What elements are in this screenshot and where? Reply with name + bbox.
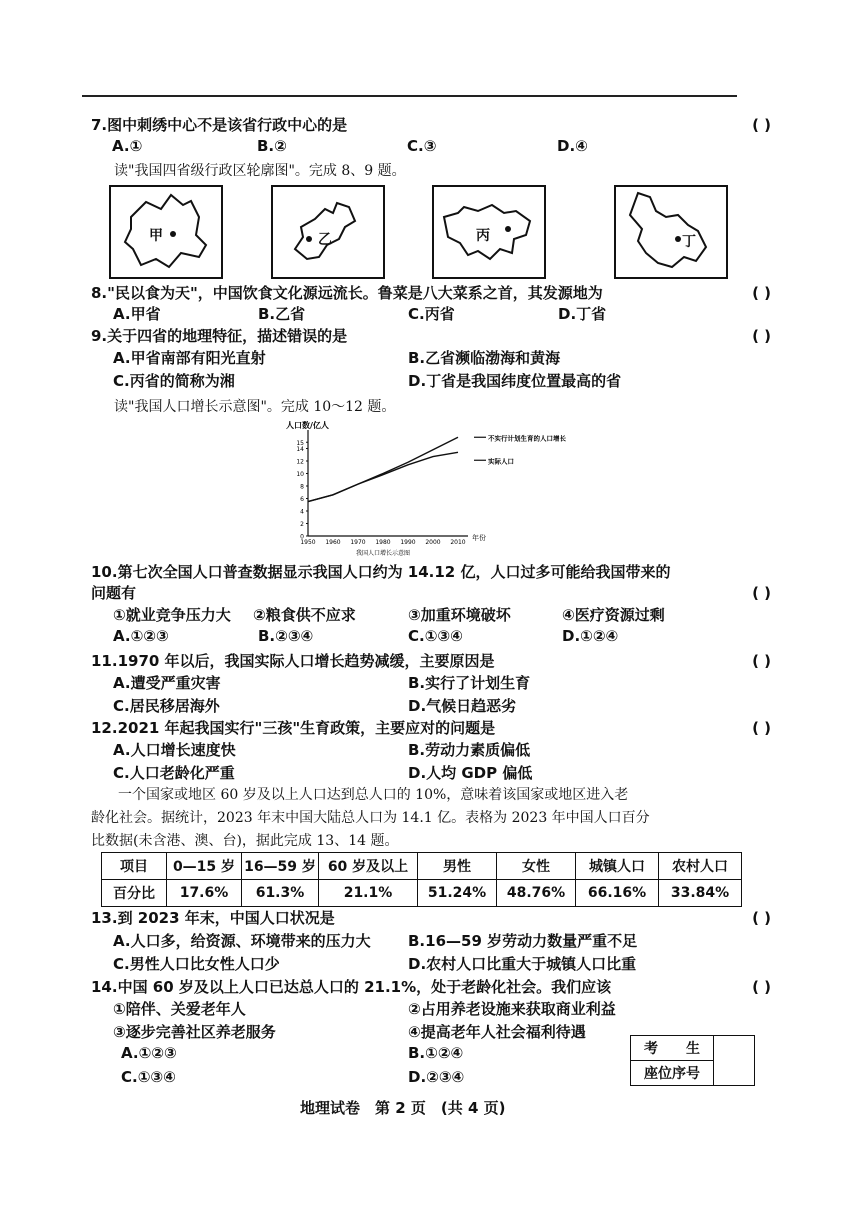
table-header-row xyxy=(102,853,742,880)
y-axis-label: 人口数/亿人 xyxy=(286,421,329,430)
question-7-stem: 7.图中刺绣中心不是该省行政中心的是 xyxy=(91,116,348,134)
option-b: B.实行了计划生育 xyxy=(408,674,531,692)
question-10-stem: 10.第七次全国人口普查数据显示我国人口约为 14.12 亿，人口过多可能给我国带来的 xyxy=(91,563,671,581)
option-c: C.丙省 xyxy=(408,305,455,323)
option-a: A.①②③ xyxy=(113,627,169,645)
answer-paren: ( ) xyxy=(752,978,771,996)
table-cell: 17.6% xyxy=(167,880,242,907)
option-c: C.③ xyxy=(407,137,437,155)
option-c: C.男性人口比女性人口少 xyxy=(113,955,280,973)
table-header: 60 岁及以上 xyxy=(319,853,418,880)
map-bing xyxy=(432,185,546,279)
seat-label: 座位序号 xyxy=(631,1061,714,1086)
statement-1: ①就业竞争压力大 xyxy=(113,606,231,624)
table-row xyxy=(102,880,742,907)
table-header: 16—59 岁 xyxy=(242,853,319,880)
statement-2: ②粮食供不应求 xyxy=(253,606,356,624)
intro-13-14-line3: 比数据(未含港、澳、台)，据此完成 13、14 题。 xyxy=(91,833,399,849)
table-header: 男性 xyxy=(418,853,497,880)
map-label-bing: 丙 xyxy=(476,228,490,244)
table-header: 城镇人口 xyxy=(576,853,659,880)
question-12-options xyxy=(113,739,733,783)
y-tick-label: 6 xyxy=(300,496,304,503)
option-a: A.甲省 xyxy=(113,305,161,323)
question-14-stem: 14.中国 60 岁及以上人口已达总人口的 21.1%，处于老龄化社会。我们应该 xyxy=(91,978,612,996)
table-cell: 百分比 xyxy=(102,880,167,907)
answer-paren: ( ) xyxy=(752,719,771,737)
x-tick-label: 1970 xyxy=(350,539,366,546)
question-13 xyxy=(91,907,771,929)
x-axis-label: 年份 xyxy=(472,534,486,542)
map-yi xyxy=(271,185,385,279)
statement-3: ③逐步完善社区养老服务 xyxy=(113,1023,276,1041)
question-11-options xyxy=(113,672,733,716)
series-label: 不实行计划生育的人口增长 xyxy=(488,434,566,443)
y-tick-label: 8 xyxy=(300,483,304,491)
option-a: A.人口增长速度快 xyxy=(113,741,236,759)
question-12-stem: 12.2021 年起我国实行"三孩"生育政策，主要应对的问题是 xyxy=(91,719,496,737)
option-d: D.②③④ xyxy=(408,1068,465,1086)
option-a: A.① xyxy=(112,137,143,155)
option-d: D.人均 GDP 偏低 xyxy=(408,764,533,782)
option-b: B.② xyxy=(257,137,287,155)
question-9-options xyxy=(113,347,733,391)
x-tick-label: 1960 xyxy=(325,539,341,546)
intro-13-14-line1: 一个国家或地区 60 岁及以上人口达到总人口的 10%，意味着该国家或地区进入老 xyxy=(118,787,629,803)
x-tick-label: 1990 xyxy=(400,539,416,546)
series-line-1 xyxy=(308,437,458,501)
intro-8-9: 读"我国四省级行政区轮廓图"。完成 8、9 题。 xyxy=(114,163,406,179)
answer-paren: ( ) xyxy=(752,327,771,345)
option-d: D.④ xyxy=(557,137,588,155)
question-7-options xyxy=(112,137,712,159)
option-d: D.农村人口比重大于城镇人口比重 xyxy=(408,955,637,973)
statement-1: ①陪伴、关爱老年人 xyxy=(113,1000,246,1018)
question-10-stem2: 问题有 xyxy=(91,584,137,602)
statement-3: ③加重环境破坏 xyxy=(408,606,511,624)
seat-label: 考 生 xyxy=(631,1036,714,1061)
question-10-options xyxy=(113,627,733,649)
question-7 xyxy=(91,114,771,136)
y-tick-label: 0 xyxy=(300,533,304,541)
statement-2: ②占用养老设施来获取商业利益 xyxy=(408,1000,616,1018)
option-a: A.甲省南部有阳光直射 xyxy=(113,349,266,367)
province-outline-icon xyxy=(616,187,726,277)
question-8-options xyxy=(113,303,713,325)
question-9-stem: 9.关于四省的地理特征，描述错误的是 xyxy=(91,327,348,345)
province-outline-icon xyxy=(111,187,221,277)
answer-paren: ( ) xyxy=(752,652,771,670)
y-tick-label: 14 xyxy=(296,446,304,453)
map-label-ding: 丁 xyxy=(682,234,696,250)
y-tick-label: 10 xyxy=(296,471,304,478)
top-rule xyxy=(82,95,737,97)
option-d: D.丁省 xyxy=(558,305,607,323)
answer-paren: ( ) xyxy=(752,584,771,602)
option-c: C.丙省的简称为湘 xyxy=(113,372,235,390)
y-tick-label: 4 xyxy=(300,508,304,516)
answer-paren: ( ) xyxy=(752,116,771,134)
x-tick-label: 2010 xyxy=(450,539,466,546)
table-header: 女性 xyxy=(497,853,576,880)
question-14 xyxy=(91,976,771,998)
x-tick-label: 2000 xyxy=(425,539,441,546)
question-11-stem: 11.1970 年以后，我国实际人口增长趋势减缓，主要原因是 xyxy=(91,652,495,670)
table-header: 0—15 岁 xyxy=(167,853,242,880)
answer-paren: ( ) xyxy=(752,284,771,302)
option-b: B.劳动力素质偏低 xyxy=(408,741,531,759)
map-label-yi: 乙 xyxy=(318,232,332,248)
table-cell: 21.1% xyxy=(319,880,418,907)
question-13-options xyxy=(113,930,733,974)
question-12 xyxy=(91,717,771,739)
population-growth-chart xyxy=(280,418,580,560)
question-14-options xyxy=(121,1044,621,1088)
option-a: A.遭受严重灾害 xyxy=(113,674,221,692)
option-d: D.气候日趋恶劣 xyxy=(408,697,517,715)
map-label-jia: 甲 xyxy=(149,228,163,244)
option-c: C.①③④ xyxy=(408,627,463,645)
question-9 xyxy=(91,325,771,347)
table-header: 农村人口 xyxy=(659,853,742,880)
seat-number-field[interactable] xyxy=(714,1036,755,1086)
option-d: D.①②④ xyxy=(562,627,619,645)
option-c: C.居民移居海外 xyxy=(113,697,220,715)
map-jia xyxy=(109,185,223,279)
option-b: B.16—59 岁劳动力数量严重不足 xyxy=(408,932,638,950)
option-b: B.乙省 xyxy=(258,305,306,323)
table-header: 项目 xyxy=(102,853,167,880)
option-d: D.丁省是我国纬度位置最高的省 xyxy=(408,372,622,390)
table-cell: 33.84% xyxy=(659,880,742,907)
question-11 xyxy=(91,650,771,672)
y-tick-label: 2 xyxy=(300,521,304,528)
chart-caption: 我国人口增长示意图 xyxy=(355,550,411,557)
seat-number-box xyxy=(630,1035,755,1086)
table-cell: 66.16% xyxy=(576,880,659,907)
table-cell: 61.3% xyxy=(242,880,319,907)
y-tick-label: 12 xyxy=(296,458,304,466)
option-a: A.人口多，给资源、环境带来的压力大 xyxy=(113,932,371,950)
statement-4: ④医疗资源过剩 xyxy=(562,606,665,624)
population-table xyxy=(101,852,742,907)
question-10-items xyxy=(113,604,733,626)
x-tick-label: 1980 xyxy=(375,539,391,546)
intro-13-14-line2: 龄化社会。据统计，2023 年末中国大陆总人口为 14.1 亿。表格为 2023 年中国人口百分 xyxy=(91,810,650,826)
x-tick-label: 1950 xyxy=(300,539,316,546)
option-c: C.人口老龄化严重 xyxy=(113,764,235,782)
option-c: C.①③④ xyxy=(121,1068,176,1086)
answer-paren: ( ) xyxy=(752,909,771,927)
question-10-line2 xyxy=(91,582,771,604)
question-8-stem: 8."民以食为天"，中国饮食文化源远流长。鲁菜是八大菜系之首，其发源地为 xyxy=(91,284,603,302)
y-tick-label: 15 xyxy=(296,439,304,447)
option-b: B.①②④ xyxy=(408,1044,464,1062)
page-footer: 地理试卷 第 2 页 (共 4 页) xyxy=(300,1099,506,1117)
series-label: 实际人口 xyxy=(488,457,514,466)
statement-4: ④提高老年人社会福利待遇 xyxy=(408,1023,586,1041)
question-10 xyxy=(91,561,771,583)
option-b: B.②③④ xyxy=(258,627,314,645)
series-line-2 xyxy=(308,452,458,501)
intro-10-12: 读"我国人口增长示意图"。完成 10～12 题。 xyxy=(114,399,396,415)
option-b: B.乙省濒临渤海和黄海 xyxy=(408,349,561,367)
option-a: A.①②③ xyxy=(121,1044,177,1062)
table-cell: 48.76% xyxy=(497,880,576,907)
table-cell: 51.24% xyxy=(418,880,497,907)
map-ding xyxy=(614,185,728,279)
question-13-stem: 13.到 2023 年末，中国人口状况是 xyxy=(91,909,335,927)
question-8 xyxy=(91,282,771,304)
